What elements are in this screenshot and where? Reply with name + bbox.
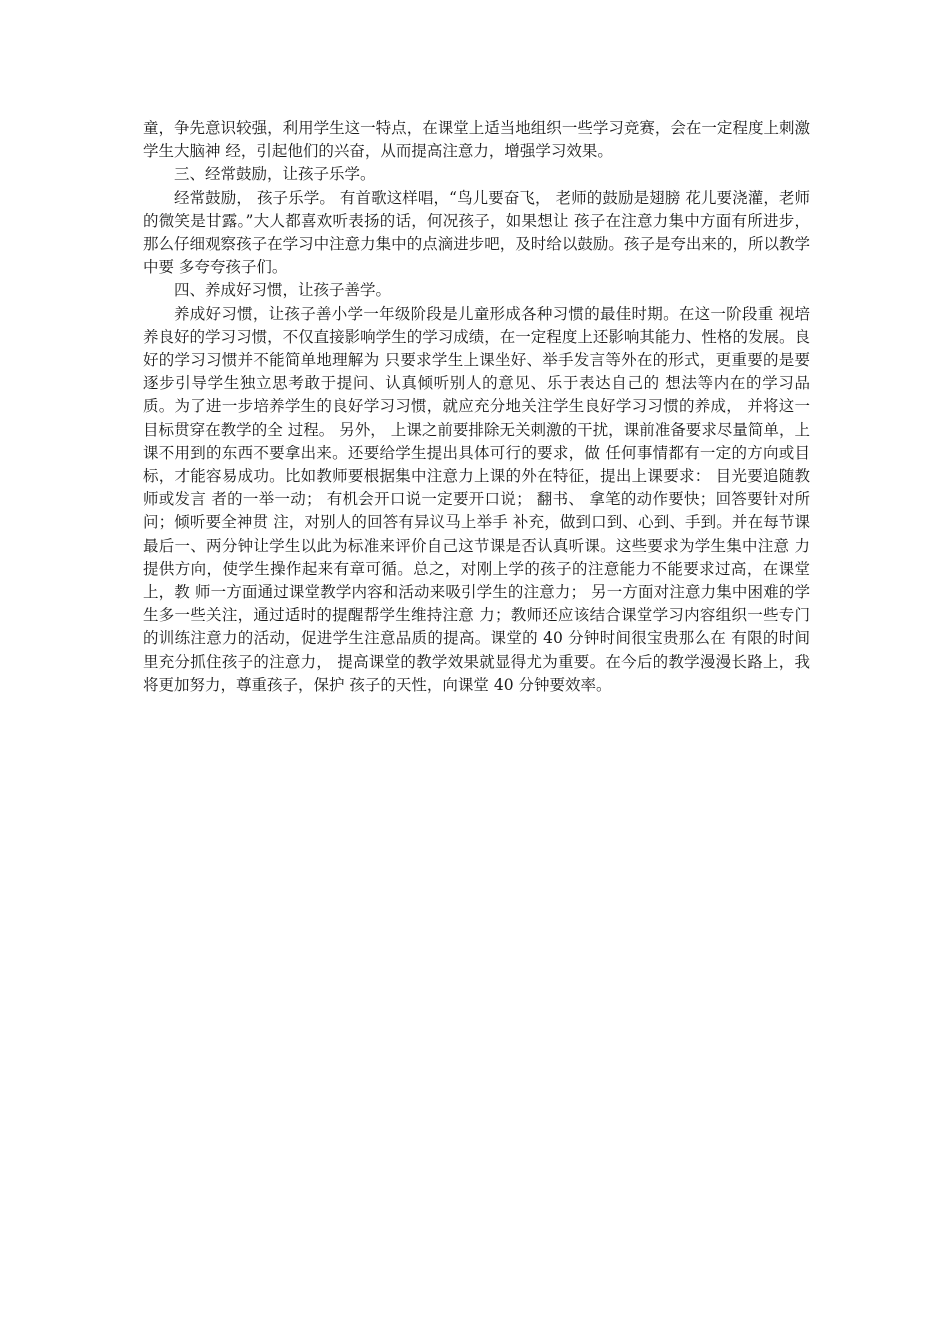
paragraph-continued: 童，争先意识较强，利用学生这一特点，在课堂上适当地组织一些学习竞赛，会在一定程度上刺激学生大脑神 经，引起他们的兴奋，从而提高注意力，增强学习效果。 [143,119,810,161]
paragraph-good-habits: 养成好习惯，让孩子善小学一年级阶段是儿童形成各种习惯的最佳时期。在这一阶段重 视培养良好的学习习惯，不仅直接影响学生的学习成绩，在一定程度上还影响其能力、性格的发展。良好的学习习惯并不能简单地理解为 只要求学生上课坐好、举手发言等外在的形式，更重要的是要逐步引导学生独立思考敢于提问、认真倾听别人的意见、乐于表达自己的 想法等内在的学习品质。为了进一步培养学生的良好学习习惯，就应充分地关注学生良好学习习惯的养成， 并将这一目标贯穿在教学的全 过程。 另外， 上课之前要排除无关刺激的干扰，课前准备要求尽量简单，上课不用到的东西不要拿出来。还要给学生提出具体可行的要求，做 任何事情都有一定的方向或目标，才能容易成功。比如教师要根据集中注意力上课的外在特征，提出上课要求： 目光要追随教师或发言 者的一举一动； 有机会开口说一定要开口说； 翻书、 拿笔的动作要快；回答要针对所问；倾听要全神贯 注，对别人的回答有异议马上举手 补充，做到口到、心到、手到。并在每节课最后一、两分钟让学生以此为标准来评价自己这节课是否认真听课。这些要求为学生集中注意 力提供方向，使学生操作起来有章可循。总之，对刚上学的孩子的注意能力不能要求过高，在课堂上，教 师一方面通过课堂教学内容和活动来吸引学生的注意力； 另一方面对注意力集中困难的学生多一些关注，通过适时的提醒帮学生维持注意 力；教师还应该结合课堂学习内容组织一些专门的训练注意力的活动，促进学生注意品质的提高。课堂的 40 分钟时间很宝贵那么在 有限的时间里充分抓住孩子的注意力， 提高课堂的教学效果就显得尤为重要。在今后的教学漫漫长路上，我将更加努力，尊重孩子，保护 孩子的天性，向课堂 40 分钟要效率。 [143,304,810,694]
document-page [143,117,810,697]
paragraph-encouragement: 经常鼓励， 孩子乐学。 有首歌这样唱，“鸟儿要奋飞， 老师的鼓励是翅膀 花儿要浇灌，老师的微笑是甘露。”大人都喜欢听表扬的话，何况孩子，如果想让 孩子在注意力集中方面有所进步， 那么仔细观察孩子在学习中注意力集中的点滴进步吧，及时给以鼓励。孩子是夸出来的，所以教学中要 多夸夸孩子们。 [143,188,810,277]
section-heading-four: 四、养成好习惯，让孩子善学。 [174,281,392,300]
section-heading-three: 三、经常鼓励，让孩子乐学。 [174,165,376,184]
